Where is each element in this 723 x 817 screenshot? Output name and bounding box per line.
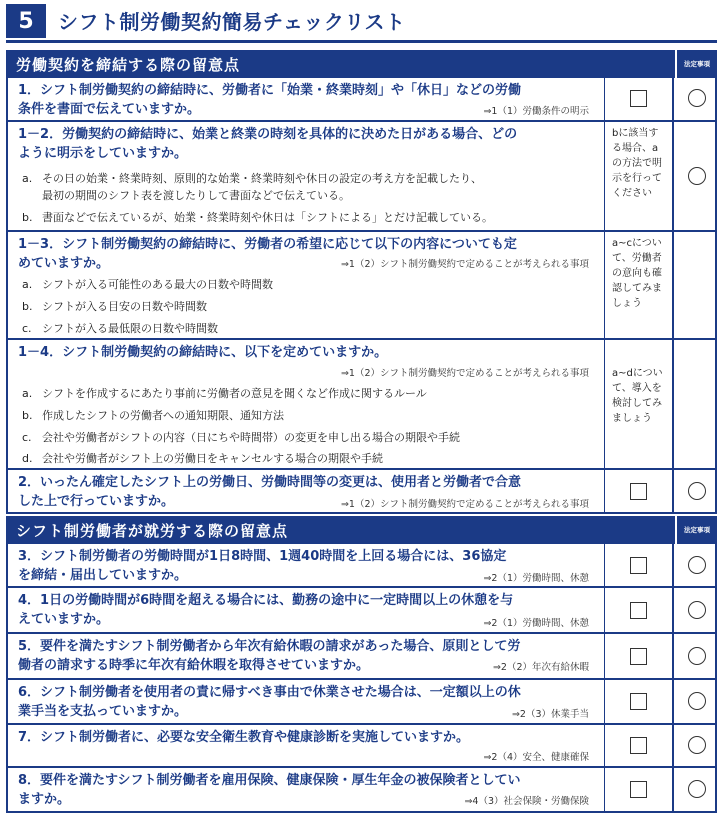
- option-a-continued: 最初の期間のシフト表を渡したりして書面などで伝えている。: [42, 189, 350, 202]
- option-b: b. シフトが入る目安の日数や時間数: [22, 300, 207, 313]
- question-text: 8．要件を満たすシフト制労働者を雇用保険、健康保険・厚生年金の被保険者としてい ますか。: [18, 773, 521, 807]
- question-text: 4．1日の労働時間が6時間を超える場合には、勤務の途中に一定時間以上の休憩を与 えていますか。: [18, 593, 514, 627]
- check-box[interactable]: [630, 781, 647, 798]
- question-text: 1－4．シフト制労働契約の締結時に、以下を定めていますか。: [18, 345, 388, 360]
- reference-link: ⇒2（2）年次有給休暇: [492, 662, 589, 673]
- legal-item-circle-icon: [688, 89, 706, 107]
- reference-link: ⇒2（4）安全、健康確保: [483, 752, 589, 763]
- title-underline: [6, 40, 717, 43]
- checklist-row-6: [6, 680, 717, 725]
- option-b: b. 作成したシフトの労働者への通知期限、通知方法: [22, 409, 284, 422]
- guidance-note: a~cについて、労働者の意向も確認してみましょう: [612, 238, 662, 309]
- option-c: c. シフトが入る最低限の日数や時間数: [22, 322, 218, 335]
- legal-item-circle-icon: [688, 780, 706, 798]
- question-text: 1．シフト制労働契約の締結時に、労働者に「始業・終業時刻」や「休日」などの労働 条件を書面で伝えていますか。: [18, 83, 522, 117]
- reference-link: ⇒2（3）休業手当: [511, 709, 589, 720]
- legal-item-circle-icon: [688, 692, 706, 710]
- title-bar: [6, 4, 717, 38]
- section-header-contract: [6, 50, 717, 78]
- page-title: シフト制労働契約簡易チェックリスト: [58, 10, 406, 34]
- reference-link: ⇒2（1）労働時間、休憩: [483, 573, 589, 584]
- guidance-note: bに該当する場合、aの方法で明示を行ってください: [612, 128, 662, 199]
- checklist-row-4: [6, 588, 717, 634]
- section-header-working: [6, 516, 717, 544]
- check-box[interactable]: [630, 602, 647, 619]
- legal-item-circle-icon: [688, 736, 706, 754]
- checklist-row-7: [6, 725, 717, 768]
- checklist-row-1-4: [6, 340, 717, 470]
- reference-link: ⇒2（1）労働時間、休憩: [483, 618, 589, 629]
- legal-item-circle-icon: [688, 601, 706, 619]
- reference-link: ⇒1（1）労働条件の明示: [483, 106, 589, 117]
- check-box[interactable]: [630, 90, 647, 107]
- option-a: a. その日の始業・終業時刻、原則的な始業・終業時刻や休日の設定の考え方を記載したり、: [22, 172, 482, 185]
- checklist-row-1-2: [6, 122, 717, 232]
- law-column-header: 法定事項: [675, 516, 717, 544]
- reference-link: ⇒1（2）シフト制労働契約で定めることが考えられる事項: [340, 368, 589, 379]
- reference-link: ⇒1（2）シフト制労働契約で定めることが考えられる事項: [340, 499, 589, 510]
- question-text: 3．シフト制労働者の労働時間が1日8時間、1週40時間を上回る場合には、36協定 を締結・届出していますか。: [18, 549, 507, 583]
- option-b: b. 書面などで伝えているが、始業・終業時刻や休日は「シフトによる」とだけ記載している。: [22, 211, 493, 224]
- option-d: d. 会社や労働者がシフト上の労働日をキャンセルする場合の期限や手続: [22, 452, 383, 465]
- check-box[interactable]: [630, 483, 647, 500]
- legal-item-circle-icon: [688, 167, 706, 185]
- question-text: 6．シフト制労働者を使用者の責に帰すべき事由で休業させた場合は、一定額以上の休 業手当を支払っていますか。: [18, 685, 521, 719]
- checklist-row-1-3: [6, 232, 717, 340]
- question-text: 1－2．労働契約の締結時に、始業と終業の時刻を具体的に決めた日がある場合、どの ように明示をしていますか。: [18, 127, 518, 161]
- question-text: 5．要件を満たすシフト制労働者から年次有給休暇の請求があった場合、原則として労 働者の請求する時季に年次有給休暇を取得させていますか。: [18, 639, 521, 673]
- section-title: 労働契約を締結する際の留意点: [16, 56, 241, 74]
- legal-item-circle-icon: [688, 556, 706, 574]
- checklist-row-2: [6, 470, 717, 514]
- guidance-note: a~dについて、導入を検討してみましょう: [612, 368, 663, 424]
- question-text: 1－3．シフト制労働契約の締結時に、労働者の希望に応じて以下の内容についても定 めていますか。: [18, 237, 517, 271]
- section-number-badge: 5: [6, 4, 46, 38]
- reference-link: ⇒4（3）社会保険・労働保険: [464, 796, 589, 807]
- checklist-row-3: [6, 544, 717, 588]
- checklist-row-5: [6, 634, 717, 680]
- check-box[interactable]: [630, 557, 647, 574]
- check-box[interactable]: [630, 693, 647, 710]
- reference-link: ⇒1（2）シフト制労働契約で定めることが考えられる事項: [340, 259, 589, 270]
- question-text: 7．シフト制労働者に、必要な安全衛生教育や健康診断を実施していますか。: [18, 730, 470, 745]
- option-c: c. 会社や労働者がシフトの内容（日にちや時間帯）の変更を申し出る場合の期限や手続: [22, 431, 460, 444]
- legal-item-circle-icon: [688, 647, 706, 665]
- section-title: シフト制労働者が就労する際の留意点: [16, 522, 289, 540]
- checklist-row-1: [6, 78, 717, 122]
- check-box[interactable]: [630, 648, 647, 665]
- option-a: a. シフトを作成するにあたり事前に労働者の意見を聞くなど作成に関するルール: [22, 387, 427, 400]
- check-box[interactable]: [630, 737, 647, 754]
- question-text: 2．いったん確定したシフト上の労働日、労働時間等の変更は、使用者と労働者で合意 した上で行っていますか。: [18, 475, 522, 509]
- law-column-header: 法定事項: [675, 50, 717, 78]
- legal-item-circle-icon: [688, 482, 706, 500]
- option-a: a. シフトが入る可能性のある最大の日数や時間数: [22, 278, 273, 291]
- checklist-row-8: [6, 768, 717, 813]
